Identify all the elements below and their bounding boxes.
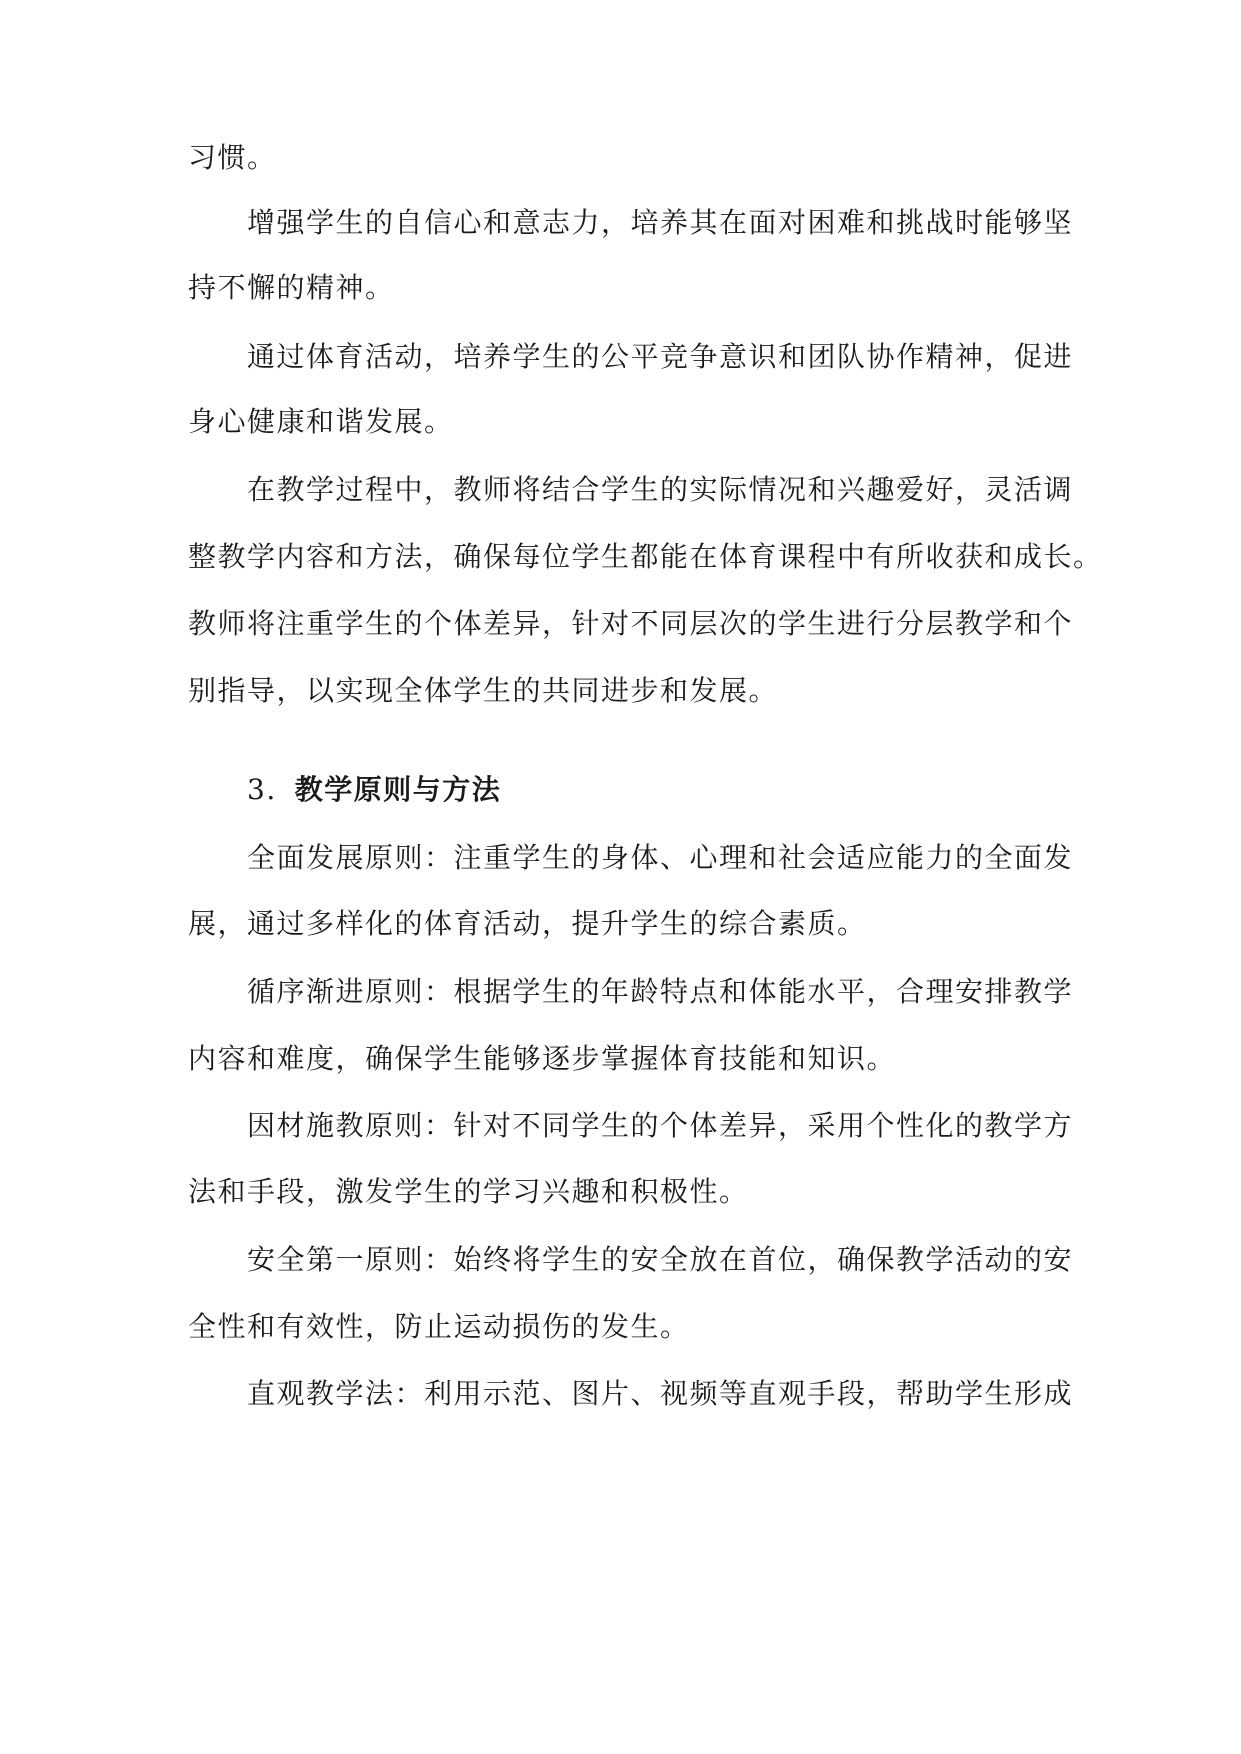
paragraph-line: 别指导，以实现全体学生的共同进步和发展。 (188, 674, 779, 707)
paragraph-line: 展，通过多样化的体育活动，提升学生的综合素质。 (188, 907, 867, 940)
paragraph-line: 在教学过程中，教师将结合学生的实际情况和兴趣爱好，灵活调 (247, 473, 1074, 506)
paragraph-line: 内容和难度，确保学生能够逐步掌握体育技能和知识。 (188, 1042, 897, 1075)
section-number: 3. (247, 773, 277, 806)
paragraph-line: 通过体育活动，培养学生的公平竞争意识和团队协作精神，促进 (247, 340, 1074, 373)
paragraph-line: 法和手段，激发学生的学习兴趣和积极性。 (188, 1175, 749, 1208)
paragraph-line: 全性和有效性，防止运动损伤的发生。 (188, 1310, 690, 1343)
paragraph-line: 习惯。 (188, 141, 277, 174)
section-title: 教学原则与方法 (294, 773, 502, 806)
paragraph-line: 因材施教原则：针对不同学生的个体差异，采用个性化的教学方 (247, 1109, 1074, 1142)
paragraph-line: 身心健康和谐发展。 (188, 405, 454, 438)
paragraph-line: 循序渐进原则：根据学生的年龄特点和体能水平，合理安排教学 (247, 975, 1074, 1008)
section-heading (247, 770, 1058, 810)
paragraph-line: 持不懈的精神。 (188, 271, 395, 304)
paragraph-line: 安全第一原则：始终将学生的安全放在首位，确保教学活动的安 (247, 1243, 1074, 1276)
paragraph-line: 整教学内容和方法，确保每位学生都能在体育课程中有所收获和成长。 (188, 540, 1103, 573)
paragraph-line: 教师将注重学生的个体差异，针对不同层次的学生进行分层教学和个 (188, 607, 1074, 640)
paragraph-line: 增强学生的自信心和意志力，培养其在面对困难和挑战时能够坚 (247, 206, 1074, 239)
paragraph-line: 全面发展原则：注重学生的身体、心理和社会适应能力的全面发 (247, 841, 1074, 874)
paragraph-line: 直观教学法：利用示范、图片、视频等直观手段，帮助学生形成 (247, 1377, 1074, 1410)
